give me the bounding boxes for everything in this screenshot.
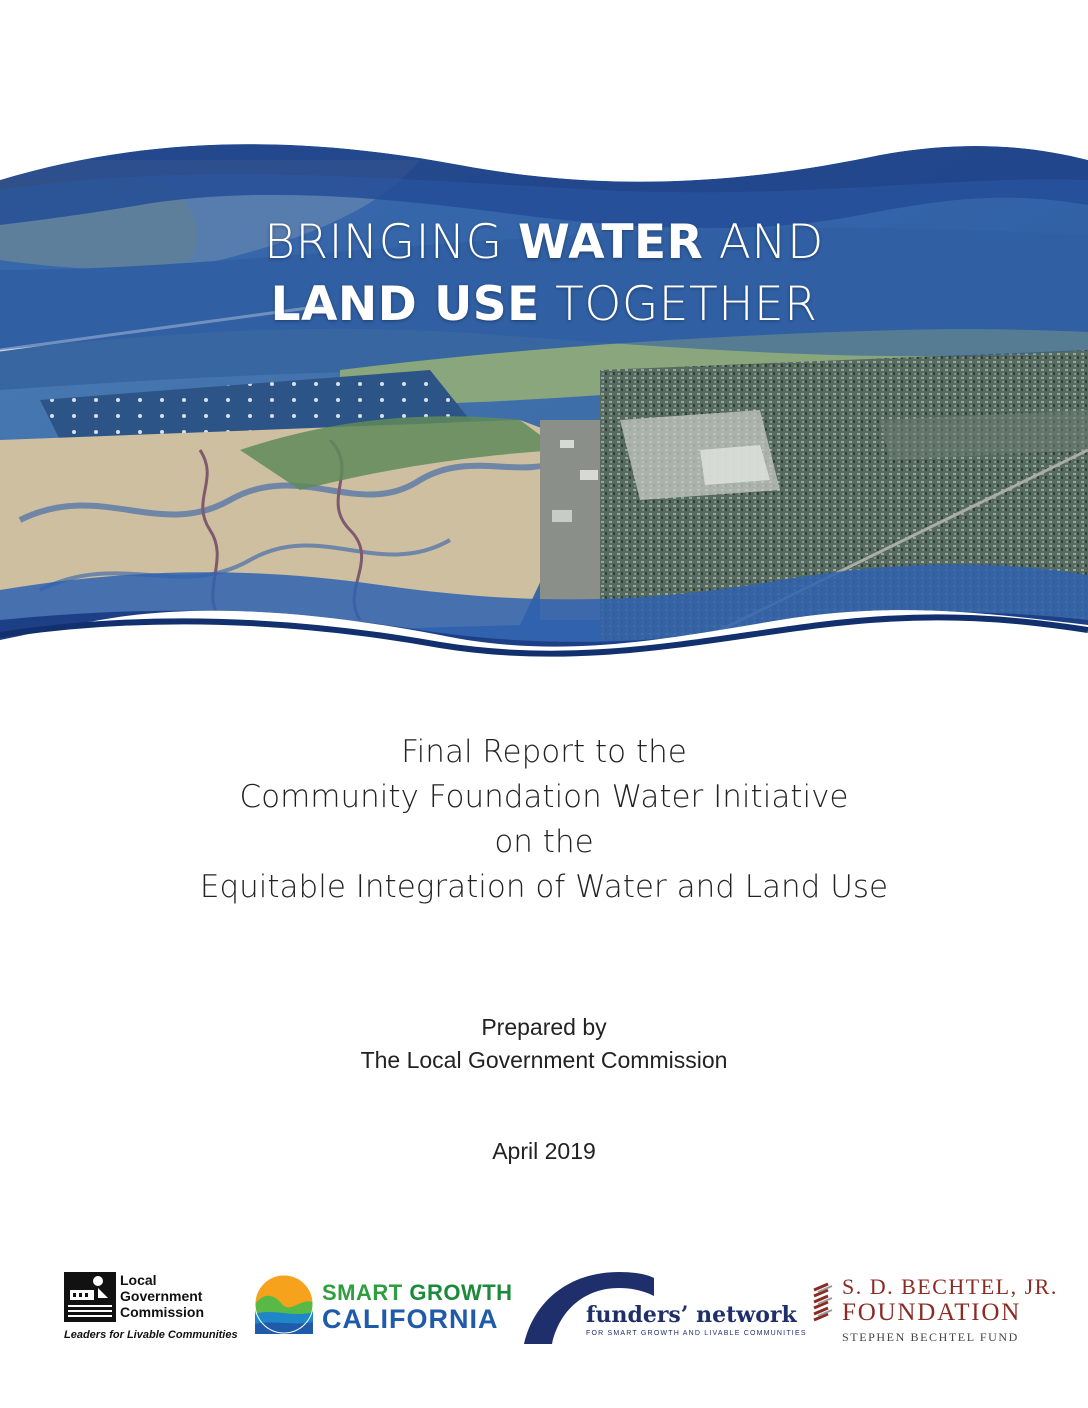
subtitle-line: Equitable Integration of Water and Land Use (199, 869, 889, 905)
lgc-name (120, 1272, 204, 1320)
subtitle-line: on the (494, 824, 594, 860)
funders-network-logo (524, 1266, 807, 1346)
bechtel-line2: FOUNDATION (842, 1299, 1022, 1326)
title-line1-light2: AND (703, 215, 824, 270)
lgc-line2: Government (120, 1288, 203, 1304)
subtitle-line: Community Foundation Water Initiative (239, 779, 849, 815)
report-date: April 2019 (492, 1138, 596, 1164)
prepared-by-org: The Local Government Commission (360, 1047, 728, 1073)
funders-name: funders’ network (586, 1302, 797, 1328)
aerial-photo (0, 120, 1088, 665)
lgc-line3: Commission (120, 1304, 205, 1320)
lgc-line1: Local (120, 1272, 157, 1288)
sgc-emblem-icon (254, 1274, 314, 1334)
sgc-smart: SMART (322, 1280, 403, 1305)
lgc-tagline: Leaders for Livable Communities (64, 1329, 238, 1341)
sponsor-logos (0, 1262, 1088, 1362)
bechtel-line1: S. D. BECHTEL, JR. (842, 1274, 1058, 1299)
funders-subtitle: FOR SMART GROWTH AND LIVABLE COMMUNITIES (586, 1330, 807, 1337)
lgc-logo (64, 1272, 238, 1342)
bechtel-line3: STEPHEN BECHTEL FUND (842, 1330, 1019, 1344)
title-line2-light: TOGETHER (539, 277, 818, 332)
prepared-by-block (0, 1011, 1088, 1077)
cover-title (0, 212, 1088, 336)
title-line1-bold: WATER (517, 215, 704, 270)
prepared-by-label: Prepared by (481, 1014, 607, 1040)
title-line2-bold: LAND USE (270, 277, 540, 332)
sgc-line1 (322, 1280, 513, 1306)
report-subtitle (0, 730, 1088, 910)
title-line1-light: BRINGING (264, 215, 518, 270)
lgc-emblem-icon (64, 1272, 116, 1322)
sgc-growth: GROWTH (402, 1280, 513, 1305)
sgc-line2: CALIFORNIA (322, 1304, 499, 1334)
smart-growth-california-logo (254, 1274, 513, 1344)
hero-banner (0, 120, 1088, 665)
bechtel-stripes-icon (812, 1282, 836, 1322)
subtitle-line: Final Report to the (401, 734, 687, 770)
bechtel-foundation-logo (812, 1274, 1058, 1344)
